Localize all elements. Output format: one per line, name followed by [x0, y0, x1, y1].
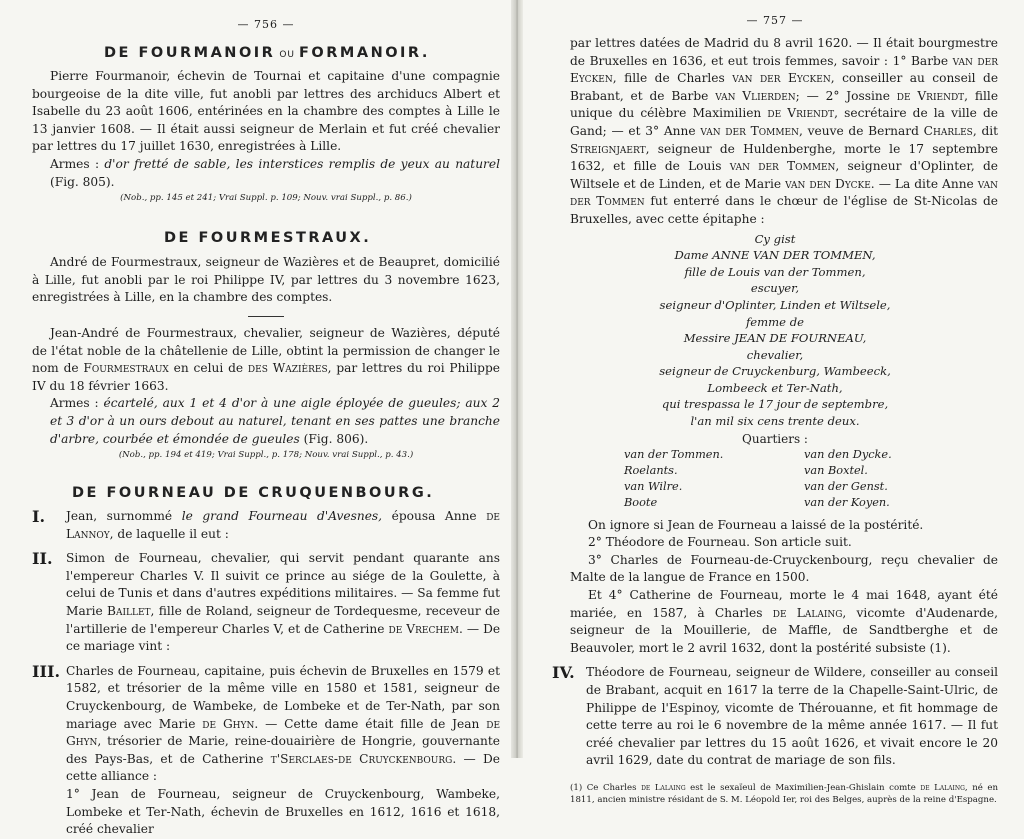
text-span: Jean-André de Fourmestraux, chevalier, seigneur de Wazières, député de l'état noble de la châtellenie de Lille, obtint la permission de changer le nom de	[32, 325, 500, 376]
heading-fourmestraux: DE FOURMESTRAUX.	[164, 230, 372, 247]
degree-4	[552, 664, 998, 770]
text-span: en celui de	[173, 361, 244, 376]
fourmanoir-arms	[32, 156, 500, 191]
arms-figure-ref: (Fig. 806).	[303, 431, 369, 446]
degree-3-text	[66, 663, 500, 786]
epitaph-line: Cy gist	[754, 231, 796, 246]
child-4	[570, 587, 998, 657]
child-2: 2° Théodore de Fourneau. Son article suit.	[588, 535, 852, 550]
after-epitaph	[552, 517, 998, 658]
epitaph-line: seigneur de Cruyckenburg, Wambeeck,	[659, 364, 891, 379]
text-span: Jean, surnommé	[66, 509, 173, 524]
child-1-text: 1° Jean de Fourneau, seigneur de Cruyckenbourg, Wambeke, Lombeke et Ter-Nath, échevin de Bruxelles en 1612, 1616 et 1618, créé chevalier	[66, 787, 500, 837]
quartier-left: van Wilre.	[624, 479, 683, 493]
arms-text: écartelé, aux 1 et 4 d'or à une aigle éployée de gueules; aux 2 et 3 d'or à un ours debout au naturel, tenant en ses pattes une branche d'arbre, courbée et émondée de gueules	[50, 396, 501, 446]
name-smallcaps: de Vrechem.	[388, 621, 463, 636]
right-page	[522, 0, 1024, 805]
epitaph-line: chevalier,	[746, 347, 804, 362]
quartier-left: Boote	[624, 495, 658, 509]
text-span: fille de Roland, seigneur de Tordequesme, receveur de l'artillerie de l'empereur Charles V, et de Catherine	[66, 604, 501, 636]
epitaph-line: seigneur d'Oplinter, Linden et Wiltsele,	[659, 297, 891, 312]
arms-figure-ref: (Fig. 805).	[50, 174, 115, 189]
text-span: par lettres du roi Philippe IV du 18 février 1663.	[32, 361, 500, 393]
arms-label: Armes :	[50, 156, 100, 171]
quartier-left: van der Tommen.	[624, 447, 724, 461]
text-span: veuve de Bernard	[807, 123, 919, 138]
degree-3	[32, 663, 500, 839]
name-smallcaps: des Wazières,	[247, 361, 332, 376]
name-smallcaps: de Lalaing,	[920, 782, 968, 793]
page-number-left: — 756 —	[237, 18, 295, 31]
heading-fourmanoir-alt: FORMANOIR.	[299, 45, 430, 61]
name-smallcaps: de Ghyn,	[66, 716, 501, 749]
text-span: seigneur de Huldenberghe, morte le 17 septembre 1632, et fille de Louis	[570, 141, 999, 174]
text-span: vicomte d'Audenarde, seigneur de la Mouillerie, de Maffle, de Sandtberghe et de Beauvoler, mort le 2 avril 1632, dont la postérité subsiste (1).	[570, 605, 998, 655]
text-span: est le sexaïeul de Maximilien-Jean-Ghislain comte	[690, 782, 916, 793]
text-span: dit	[981, 123, 999, 138]
degree-number: II.	[32, 549, 53, 569]
name-smallcaps: van der Eycken,	[570, 53, 998, 86]
epitaph-line: Lombeeck et Ter-Nath,	[707, 380, 843, 395]
name-smallcaps: van der Tommen,	[700, 123, 803, 138]
arms-label: Armes :	[50, 396, 99, 411]
fourmestraux-paragraph-2	[32, 325, 500, 395]
quartiers-title: Quartiers :	[742, 431, 808, 446]
text-span: né en 1811, ancien ministre résidant de S. M. Léopold Ier, roi des Belges, auprès de la reine d'Espagne.	[570, 782, 998, 805]
posterity-note: On ignore si Jean de Fourneau a laissé de la postérité.	[588, 517, 924, 532]
text-span: épousa Anne	[391, 509, 477, 524]
degree-1	[32, 508, 500, 543]
epitaph-line: femme de	[746, 314, 804, 329]
quartier-right: van der Koyen.	[804, 495, 890, 509]
quartiers-grid	[624, 447, 998, 511]
heading-fourneau: DE FOURNEAU DE CRUQUENBOURG.	[72, 485, 435, 502]
epitaph-line: Dame ANNE VAN DER TOMMEN,	[674, 248, 876, 263]
heading-fourmanoir	[104, 45, 500, 61]
name-smallcaps: Streignjaert,	[570, 141, 650, 156]
name-smallcaps: Baillet,	[106, 604, 155, 619]
degree-number: III.	[32, 661, 61, 681]
text-span: Et 4° Catherine de Fourneau, morte le 4 mai 1648, ayant été mariée, en 1587, à Charles	[570, 588, 998, 620]
name-smallcaps: de Ghyn.	[202, 716, 259, 731]
text-span: seigneur d'Oplinter, de Wiltsele et de Linden, et de Marie	[570, 159, 998, 191]
quartier-right: van den Dycke.	[804, 447, 892, 461]
text-span: — 2° Jossine	[806, 88, 890, 103]
epitaph-line: fille de Louis van der Tommen,	[684, 264, 866, 279]
degree-number: I.	[32, 507, 46, 527]
heading-fourmanoir-ou: OU	[279, 50, 296, 60]
arms-text: d'or fretté de sable, les interstices remplis de yeux au naturel	[104, 156, 500, 171]
page-number-right: — 757 —	[746, 14, 804, 27]
name-smallcaps: de Lalaing,	[772, 605, 847, 620]
fourmestraux-arms	[32, 395, 500, 448]
name-smallcaps: de Vriendt,	[767, 106, 838, 121]
name-smallcaps: de Vriendt,	[896, 88, 969, 103]
fourmestraux-paragraph-1: André de Fourmestraux, seigneur de Wazières et de Beaupret, domicilié à Lille, fut anobli par le roi Philippe IV, par lettres du 3 novembre 1623, enregistrées à Lille, en la chambre des comptes.	[32, 255, 500, 305]
text-span: Simon de Fourneau, chevalier, qui servit pendant quarante ans l'empereur Charles V. Il suivit ce prince au siége de la Goulette, à celui de Tunis et dans d'autres expéditions militaires. — Sa femme fut Marie	[66, 551, 500, 619]
epitaph-line: Messire JEAN DE FOURNEAU,	[683, 331, 867, 346]
fourmanoir-refs: (Nob., pp. 145 et 241; Vrai Suppl. p. 109; Nouv. vrai Suppl., p. 86.)	[120, 193, 412, 204]
name-smallcaps: t'Serclaes-de Cruyckenbourg.	[270, 751, 457, 766]
name-smallcaps: van der Tommen	[570, 176, 999, 209]
text-span: fut enterré dans le chœur de l'église de St-Nicolas de Bruxelles, avec cette épitaphe :	[570, 194, 998, 226]
text-span: (1) Ce Charles	[570, 782, 637, 793]
epitaph-line: qui trespassa le 17 jour de septembre,	[661, 397, 889, 412]
text-span: fille unique du célèbre Maximilien	[570, 88, 999, 121]
name-smallcaps: de Lalaing	[641, 782, 686, 793]
nickname: le grand Fourneau d'Avesnes,	[181, 509, 383, 524]
degree-2	[32, 550, 500, 656]
text-span: — De ce mariage vint :	[66, 621, 501, 654]
degree-4-text: Théodore de Fourneau, seigneur de Wildere, conseiller au conseil de Brabant, acquit en 1617 la terre de la Chapelle-Saint-Ulric, de Philippe de l'Espinoy, vicomte de Thérouanne, et fit hommage de cette terre au roi le 6 novembre de la même année 1617. — Il fut créé chevalier par lettres du 15 août 1626, et vivait encore le 20 avril 1629, date du contrat de mariage de son fils.	[586, 665, 998, 768]
name-smallcaps: Fourmestraux	[83, 361, 169, 376]
section-rule	[248, 316, 284, 317]
degree-2-text	[66, 550, 500, 656]
name-smallcaps: van den Dycke.	[785, 176, 875, 191]
text-span: — De cette alliance :	[66, 751, 501, 784]
heading-fourmanoir-main: DE FOURMANOIR	[104, 45, 276, 61]
name-smallcaps: Charles,	[923, 123, 977, 138]
name-smallcaps: van Vlierden;	[715, 88, 800, 103]
text-span: secrétaire de la ville de Gand; — et 3° Anne	[570, 106, 998, 138]
epitaph-line: l'an mil six cens trente deux.	[690, 414, 860, 429]
text-span: conseiller au conseil de Brabant, et de Barbe	[570, 71, 999, 103]
epitaph	[552, 231, 998, 430]
fourmanoir-paragraph: Pierre Fourmanoir, échevin de Tournai et capitaine d'une compagnie bourgeoise de la dite ville, fut anobli par lettres des archiducs Albert et Isabelle du 23 août 1606, entérinées en la chambre des comptes à Lille le 13 janvier 1608. — Il était aussi seigneur de Merlain et fut créé chevalier par lettres du 17 juillet 1630, enregistrées à Lille.	[32, 69, 500, 154]
footnote	[552, 782, 998, 806]
name-smallcaps: de Lannoy,	[66, 509, 501, 541]
quartier-left: Roelants.	[624, 463, 678, 477]
text-span: fille de Charles	[624, 71, 725, 86]
degree-number: IV.	[552, 663, 575, 683]
left-page	[0, 0, 512, 837]
text-span: de laquelle il eut :	[117, 526, 229, 541]
text-span: Charles de Fourneau, capitaine, puis échevin de Bruxelles en 1579 et 1582, et trésorier de la même ville en 1580 et 1581, seigneur de Cruyckenbourg, de Wambeke, de Lombeke et de Ter-Nath, par son mariage avec Marie	[66, 663, 500, 731]
child-3: 3° Charles de Fourneau-de-Cruyckenbourg, reçu chevalier de Malte de la langue de France en 1500.	[570, 552, 998, 585]
text-span: trésorier de Marie, reine-douairière de Hongrie, gouvernante des Pays-Bas, et de Catherine	[66, 734, 501, 766]
text-span: — Cette dame était fille de Jean	[265, 716, 480, 731]
name-smallcaps: van der Eycken,	[732, 71, 835, 86]
text-span: — La dite Anne	[878, 176, 974, 191]
epitaph-line: escuyer,	[750, 281, 800, 296]
name-smallcaps: van der Tommen,	[729, 159, 840, 174]
quartier-right: van der Genst.	[804, 479, 888, 493]
quartier-right: van Boxtel.	[804, 463, 868, 477]
fourmestraux-refs: (Nob., pp. 194 et 419; Vrai Suppl., p. 178; Nouv. vrai Suppl., p. 43.)	[118, 450, 414, 461]
text-span: par lettres datées de Madrid du 8 avril 1620. — Il était bourgmestre de Bruxelles en 1636, et eut trois femmes, savoir : 1° Barbe	[570, 36, 998, 68]
continuation-paragraph	[552, 35, 998, 229]
degree-1-text	[66, 508, 500, 543]
